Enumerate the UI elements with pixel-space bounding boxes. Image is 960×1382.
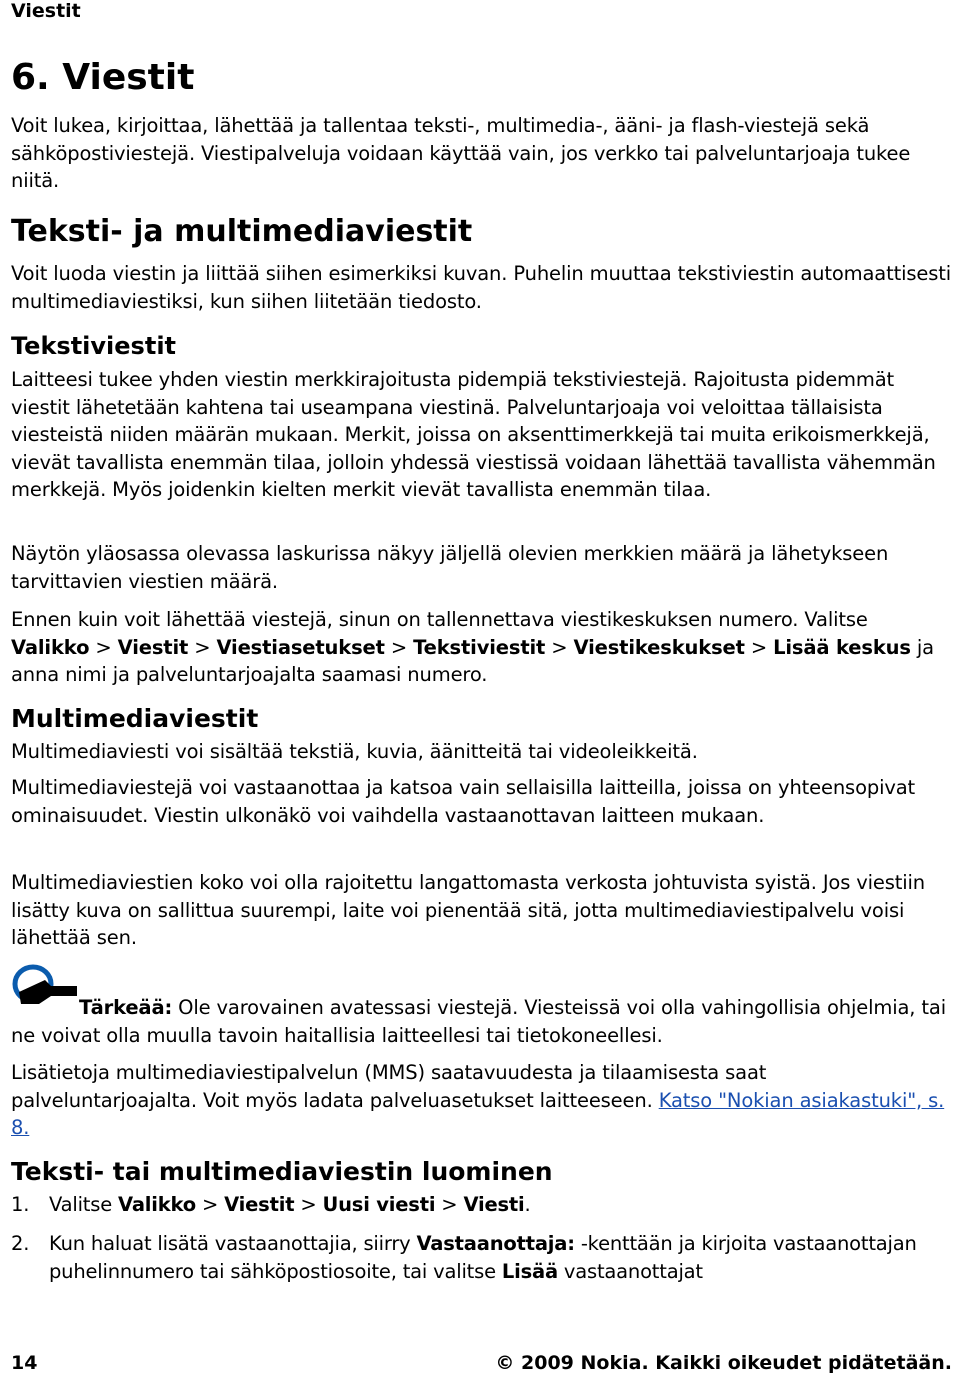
menu-path-viestit: Viestit bbox=[117, 635, 189, 659]
menu-separator: > bbox=[195, 1193, 225, 1216]
nokia-support-link[interactable]: Katso "Nokian asiakastuki", s. 8. bbox=[11, 1088, 945, 1139]
text-run: vastaanottajat bbox=[557, 1259, 703, 1283]
multimedia-paragraph-1: Multimediaviesti voi sisältää tekstiä, kuvia, äänitteitä tai videoleikkeitä. bbox=[11, 740, 698, 763]
text-run: ja anna nimi ja palveluntarjoajalta saamasi numero. bbox=[11, 635, 934, 686]
subheading-luominen: Teksti- tai multimediaviestin luominen bbox=[11, 1157, 553, 1186]
tekstiviestit-paragraph-1: Laitteesi tukee yhden viestin merkkirajoitusta pidempiä tekstiviestejä. Rajoitusta pidemmät viestit lähetetään kahtena tai useampana viestinä. Palveluntarjoaja voi veloittaa tällaisista viesteistä niiden määrän mukaan. Merkit, joissa on aksenttimerkkejä tai muita erikoismerkkejä, vievät tavallista enemmän tilaa, jolloin yhdessä viestissä voidaan lähettää tavallista vähemmän merkkejä. Myös joidenkin kielten merkit vievät tavallista enemmän tilaa. bbox=[11, 368, 936, 501]
menu-path-tekstiviestit: Tekstiviestit bbox=[413, 635, 546, 659]
menu-separator: > bbox=[89, 635, 118, 659]
menu-separator: > bbox=[545, 635, 574, 659]
step-number: 2. bbox=[11, 1232, 30, 1255]
multimedia-paragraph-3: Multimediaviestien koko voi olla rajoitettu langattomasta verkosta johtuvista syistä. Jos viestiin lisätty kuva on sallittua suurempi, laite voi pienentää sitä, jotta multimediaviestipalvelu voisi lähettää sen. bbox=[11, 871, 926, 949]
menu-separator: > bbox=[294, 1193, 323, 1216]
section-heading-teksti-multimedia: Teksti- ja multimediaviestit bbox=[11, 214, 473, 249]
text-run: -kenttään ja kirjoita vastaanottajan puhelinnumero tai sähköpostiosoite, tai valitse bbox=[49, 1232, 917, 1283]
subheading-multimediaviestit: Multimediaviestit bbox=[11, 704, 259, 733]
copyright: © 2009 Nokia. Kaikki oikeudet pidätetään. bbox=[495, 1352, 952, 1374]
menu-path-viestiasetukset: Viestiasetukset bbox=[216, 635, 385, 659]
text-run: Kun haluat lisätä vastaanottajia, siirry bbox=[49, 1232, 417, 1255]
subheading-tekstiviestit: Tekstiviestit bbox=[11, 332, 177, 360]
menu-path-valikko: Valikko bbox=[11, 635, 90, 659]
important-note bbox=[11, 994, 951, 1049]
tekstiviestit-paragraph-3 bbox=[11, 606, 951, 689]
step-text bbox=[49, 1191, 959, 1219]
step-text bbox=[49, 1230, 959, 1285]
menu-separator: > bbox=[188, 635, 217, 659]
text-run: Lisätietoja multimediaviestipalvelun (MMS) saatavuudesta ja tilaamisesta saat palveluntarjoajalta. Voit myös ladata palveluasetukset laitteeseen. bbox=[11, 1061, 767, 1112]
text-run: . bbox=[524, 1193, 531, 1216]
menu-separator: > bbox=[744, 635, 774, 659]
menu-separator: > bbox=[435, 1193, 464, 1216]
option-lisaa: Lisää bbox=[501, 1259, 558, 1283]
multimedia-paragraph-2: Multimediaviestejä voi vastaanottaa ja katsoa vain sellaisilla laitteilla, joissa on yhteensopivat ominaisuudet. Viestin ulkonäkö voi vaihdella vastaanottavan laitteen mukaan. bbox=[11, 776, 916, 827]
menu-path-valikko: Valikko bbox=[118, 1193, 196, 1216]
running-head: Viestit bbox=[11, 0, 81, 22]
text-run: Ennen kuin voit lähettää viestejä, sinun on tallennettava viestikeskuksen numero. Valitse bbox=[11, 608, 868, 631]
page-number: 14 bbox=[11, 1352, 38, 1374]
menu-path-viestit: Viestit bbox=[224, 1193, 295, 1216]
menu-path-uusi-viesti: Uusi viesti bbox=[322, 1193, 436, 1216]
step-number: 1. bbox=[11, 1193, 30, 1216]
section1-paragraph: Voit luoda viestin ja liittää siihen esimerkiksi kuvan. Puhelin muuttaa tekstiviestin automaattisesti multimediaviestiksi, kun siihen liitetään tiedosto. bbox=[11, 262, 951, 313]
intro-paragraph: Voit lukea, kirjoittaa, lähettää ja tallentaa teksti-, multimedia-, ääni- ja flash-viestejä sekä sähköpostiviestejä. Viestipalveluja voidaan käyttää vain, jos verkko tai palveluntarjoaja tukee niitä. bbox=[11, 114, 911, 192]
multimedia-paragraph-4 bbox=[11, 1059, 951, 1142]
chapter-title: 6. Viestit bbox=[11, 57, 195, 98]
tekstiviestit-paragraph-2: Näytön yläosassa olevassa laskurissa näkyy jäljellä olevien merkkien määrä ja lähetykseen tarvittavien viestien määrä. bbox=[11, 542, 889, 593]
field-vastaanottaja: Vastaanottaja: bbox=[416, 1232, 575, 1255]
menu-path-viesti: Viesti bbox=[463, 1193, 525, 1216]
important-label: Tärkeää: bbox=[79, 996, 173, 1019]
menu-path-viestikeskukset: Viestikeskukset bbox=[573, 635, 745, 659]
important-text: Ole varovainen avatessasi viestejä. Viesteissä voi olla vahingollisia ohjelmia, tai ne voivat olla muulla tavoin haitallisia laitteellesi tai tietokoneellesi. bbox=[11, 996, 946, 1047]
menu-separator: > bbox=[384, 635, 414, 659]
menu-path-lisaa-keskus: Lisää keskus bbox=[773, 635, 911, 659]
text-run: Valitse bbox=[49, 1193, 119, 1216]
